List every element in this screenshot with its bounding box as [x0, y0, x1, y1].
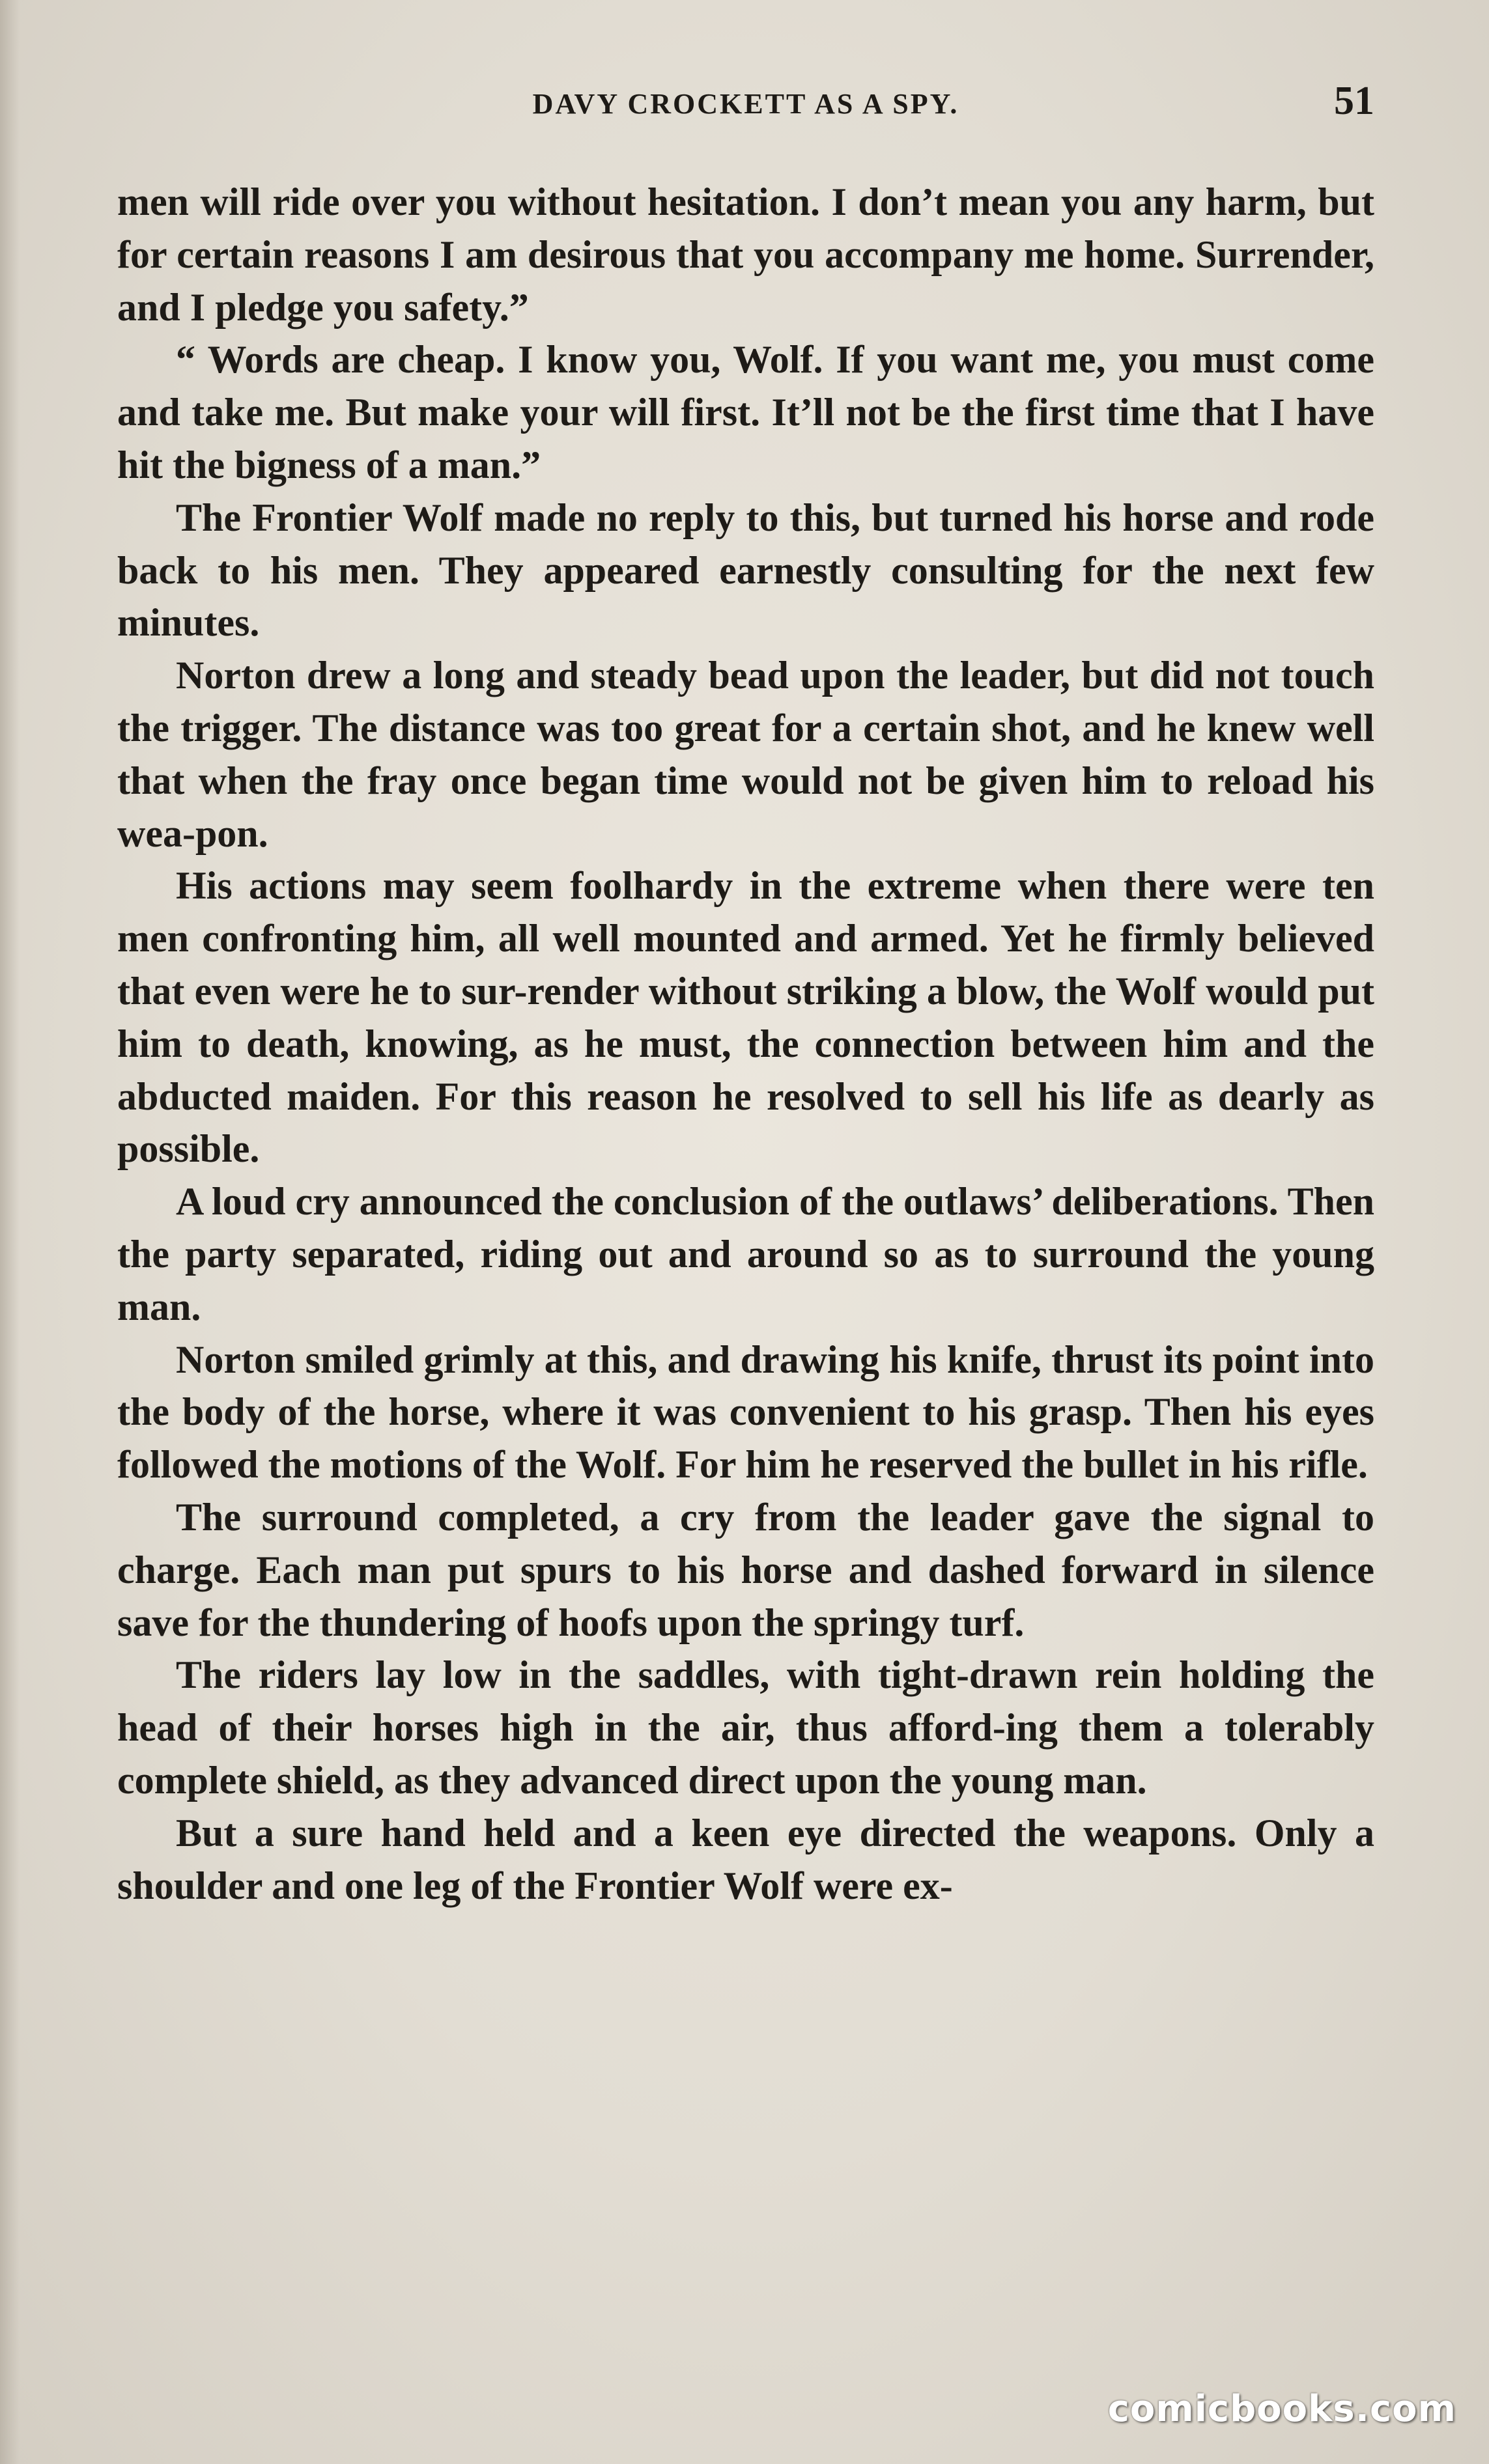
paragraph: But a sure hand held and a keen eye directed the weapons. Only a shoulder and one leg of the Frontier Wolf were ex- — [117, 1811, 1374, 1907]
paragraph: The Frontier Wolf made no reply to this, but turned his horse and rode back to his men. They appeared earnestly consulting for the next few minutes. — [117, 496, 1374, 645]
paragraph: “ Words are cheap. I know you, Wolf. If you want me, you must come and take me. But make your will first. It’ll not be the first time that I have hit the bigness of a man.” — [117, 338, 1374, 486]
watermark: comicbooks.com — [1107, 2388, 1456, 2430]
paragraph: A loud cry announced the conclusion of the outlaws’ deliberations. Then the party separated, riding out and around so as to surround the young man. — [117, 1180, 1374, 1328]
running-head — [117, 78, 1374, 130]
page-edge-shadow — [0, 0, 20, 2464]
paragraph: The surround completed, a cry from the leader gave the signal to charge. Each man put spurs to his horse and dashed forward in silence save for the thundering of hoofs upon the springy turf. — [117, 1495, 1374, 1644]
paragraph: men will ride over you without hesitation. I don’t mean you any harm, but for certain reasons I am desirous that you accompany me home. Surrender, and I pledge you safety.” — [117, 180, 1374, 329]
running-title: DAVY CROCKETT AS A SPY. — [532, 88, 959, 120]
text-body — [117, 176, 1374, 1912]
paragraph: The riders lay low in the saddles, with tight-drawn rein holding the head of their horses high in the air, thus afford-ing them a tolerably complete shield, as they advanced direct upon the young man. — [117, 1653, 1374, 1802]
page-number: 51 — [1334, 79, 1374, 123]
paragraph: His actions may seem foolhardy in the extreme when there were ten men confronting him, all well mounted and armed. Yet he firmly believed that even were he to sur-render without striking a blow, the Wolf would put him to death, knowing, as he must, the connection between him and the abducted maiden. For this reason he resolved to sell his life as dearly as possible. — [117, 864, 1374, 1171]
paragraph: Norton smiled grimly at this, and drawing his knife, thrust its point into the body of the horse, where it was convenient to his grasp. Then his eyes followed the motions of the Wolf. For him he reserved the bullet in his rifle. — [117, 1337, 1374, 1487]
paragraph: Norton drew a long and steady bead upon the leader, but did not touch the trigger. The distance was too great for a certain shot, and he knew well that when the fray once began time would not be given him to reload his wea-pon. — [117, 654, 1374, 855]
